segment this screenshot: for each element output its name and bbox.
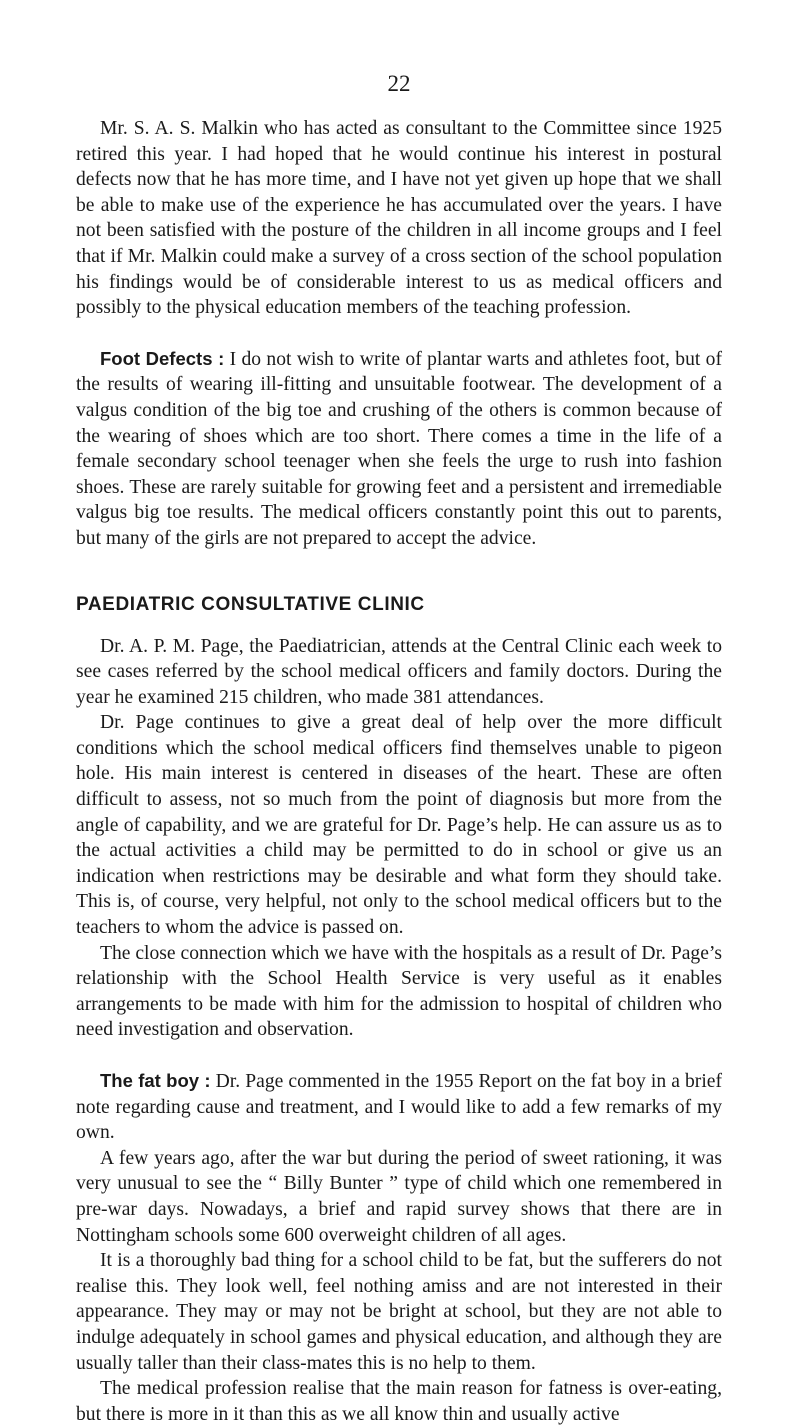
fat-boy-paragraph-4: The medical profession realise that the main reason for fatness is over-eating, but there is more in it than this as we all know thin and usually active — [76, 1378, 722, 1425]
clinic-paragraph-3: The close connection which we have with the hospitals as a result of Dr. Page’s relationship with the School Health Service is very useful as it enables arrangements to be made with him for the admission to hospital of children who need investigation and observation. — [76, 942, 722, 1041]
fat-boy-body: Dr. Page commented in the 1955 Report on the fat boy in a brief note regarding cause and treatment, and I would like to add a few remarks of my own. — [76, 1071, 722, 1144]
fat-boy-paragraph-2: A few years ago, after the war but during the period of sweet rationing, it was very unusual to see the “ Billy Bunter ” type of child which one remembered in pre-war days. Nowadays, a brief and rapid survey shows that there are in Nottingham schools some 600 overweight children of all ages. — [76, 1147, 722, 1246]
clinic-paragraph-2: Dr. Page continues to give a great deal of help over the more difficult conditions which the school medical officers find themselves unable to pigeon hole. His main interest is centered in diseases of the heart. These are often difficult to assess, not so much from the point of diagnosis but more from the angle of capability, and we are grateful for Dr. Page’s help. He can assure us as to the actual activities a child may be permitted to do in school or give us an indication when restrictions may be desirable and what form they should take. This is, of course, very helpful, not only to the school medical officers but to the teachers to whom the advice is passed on. — [76, 712, 722, 939]
fat-boy-heading: The fat boy : — [100, 1070, 211, 1091]
foot-defects-body: I do not wish to write of plantar warts and athletes foot, but of the results of wearing ill-fitting and unsuitable footwear. The development of a valgus condition of the big toe and crushing of the others is common because of the wearing of shoes which are too short. There comes a time in the life of a female secondary school teenager when she feels the urge to rush into fashion shoes. These are rarely suitable for growing feet and a persistent and irremediable valgus big toe results. The medical officers constantly point this out to parents, but many of the girls are not prepared to accept the advice. — [76, 348, 722, 549]
malkin-paragraph: Mr. S. A. S. Malkin who has acted as consultant to the Committee since 1925 retired this year. I had hoped that he would continue his interest in postural defects now that he has more time, and I have not yet given up hope that we shall be able to make use of the experience he has accumulated over the years. I have not been satisfied with the posture of the children in all income groups and I feel that if Mr. Malkin could make a survey of a cross section of the school population his findings would be of considerable interest to us as medical officers and possibly to the physical education members of the teaching profession. — [76, 118, 722, 319]
fat-boy-paragraph-3: It is a thoroughly bad thing for a school child to be fat, but the sufferers do not realise this. They look well, feel nothing amiss and are not interested in their appearance. They may or may not be bright at school, but they are not able to indulge adequately in school games and physical education, and although they are usually taller than their class-mates this is no help to them. — [76, 1250, 722, 1374]
fat-boy-paragraph — [76, 1068, 722, 1146]
section-title: PAEDIATRIC CONSULTATIVE CLINIC — [76, 593, 425, 615]
page-number: 22 — [387, 71, 411, 96]
clinic-paragraph-1: Dr. A. P. M. Page, the Paediatrician, attends at the Central Clinic each week to see cases referred by the school medical officers and family doctors. During the year he examined 215 children, who made 381 attendances. — [76, 635, 722, 708]
document-page — [76, 70, 722, 1427]
foot-defects-paragraph — [76, 346, 722, 552]
foot-defects-heading: Foot Defects : — [100, 347, 225, 369]
